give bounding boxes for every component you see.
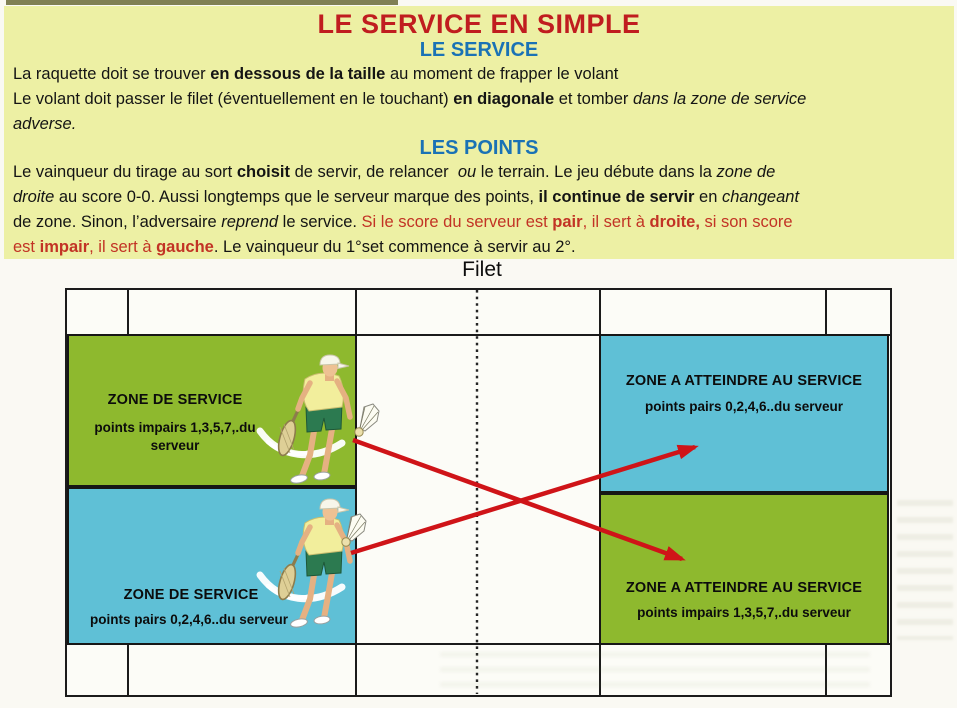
text-segment: il continue de servir xyxy=(538,188,695,206)
zone-label-title: ZONE A ATTEINDRE AU SERVICE xyxy=(625,373,863,389)
text-segment: reprend xyxy=(221,213,279,231)
text-segment: gauche xyxy=(156,238,214,256)
text-segment: au score 0-0. Aussi longtemps que le serveur marque des points, xyxy=(54,188,539,206)
text-segment: Si le score du serveur est xyxy=(361,213,553,231)
text-segment: , il sert à xyxy=(89,238,157,256)
badminton-player-illustration-top xyxy=(254,343,359,485)
text-segment: pair xyxy=(552,213,583,231)
zone-label-subtitle: serveur xyxy=(150,438,200,453)
text-segment: Le volant doit passer le filet (éventuellement en le touchant) xyxy=(13,90,454,108)
text-segment: adverse. xyxy=(13,115,77,133)
points-paragraph-line xyxy=(13,185,945,210)
text-segment: est xyxy=(13,238,40,256)
text-segment: . Le vainqueur du 1°set commence à servir au 2°. xyxy=(213,238,576,256)
service-paragraph-line xyxy=(13,87,945,112)
section-heading-le-service: LE SERVICE xyxy=(419,39,539,61)
text-segment: changeant xyxy=(721,188,800,206)
zone-label-subtitle: points impairs 1,3,5,7,.du serveur xyxy=(637,605,851,620)
text-segment: en diagonale xyxy=(453,90,555,108)
zone-target-bottom-right xyxy=(599,493,889,645)
text-segment: le terrain. Le jeu débute dans la xyxy=(476,163,717,181)
text-segment: le service. xyxy=(278,213,362,231)
shuttlecock-icon-top xyxy=(353,403,381,437)
text-segment: , il sert à xyxy=(582,213,650,231)
zone-label-subtitle: points pairs 0,2,4,6..du serveur xyxy=(644,399,844,414)
text-segment: si son score xyxy=(699,213,793,231)
text-segment: en dessous de la taille xyxy=(210,65,386,83)
shuttlecock-icon-bottom xyxy=(340,513,368,547)
text-segment: La raquette doit se trouver xyxy=(13,65,211,83)
rules-panel xyxy=(4,6,954,259)
points-paragraph-line xyxy=(13,160,945,185)
text-segment: de zone. Sinon, l’adversaire xyxy=(13,213,222,231)
text-segment: de servir, de relancer xyxy=(290,163,458,181)
points-paragraph-line xyxy=(13,210,945,235)
page-title: LE SERVICE EN SIMPLE xyxy=(317,9,641,39)
badminton-player-illustration-bottom xyxy=(254,487,359,629)
text-segment: et tomber xyxy=(554,90,633,108)
zone-label-title: ZONE DE SERVICE xyxy=(107,392,243,408)
service-paragraph-line xyxy=(13,62,945,87)
text-segment: dans la zone de service xyxy=(633,90,807,108)
points-paragraph-line xyxy=(13,235,945,260)
text-segment: au moment de frapper le volant xyxy=(385,65,619,83)
text-segment: ou xyxy=(457,163,477,181)
section-heading-les-points: LES POINTS xyxy=(419,137,539,159)
scan-bleedthrough-artifact xyxy=(897,500,953,640)
text-segment: zone de xyxy=(716,163,776,181)
scan-bleedthrough-artifact xyxy=(440,652,870,690)
text-segment: en xyxy=(694,188,722,206)
text-segment: droite xyxy=(13,188,55,206)
text-segment: Le vainqueur du tirage au sort xyxy=(13,163,237,181)
zone-target-top-right xyxy=(599,334,889,493)
zone-label-subtitle: points impairs 1,3,5,7,.du xyxy=(94,420,256,435)
zone-label-subtitle: points pairs 0,2,4,6..du serveur xyxy=(89,612,289,627)
text-segment: impair xyxy=(39,238,90,256)
service-paragraph-line xyxy=(13,112,945,137)
net-label: Filet xyxy=(462,258,502,281)
text-segment: choisit xyxy=(236,163,291,181)
text-segment: droite, xyxy=(649,213,700,231)
scan-edge-artifact xyxy=(6,0,398,5)
badminton-court-diagram xyxy=(65,288,892,697)
zone-label-title: ZONE A ATTEINDRE AU SERVICE xyxy=(625,580,863,596)
zone-label-title: ZONE DE SERVICE xyxy=(123,587,259,603)
